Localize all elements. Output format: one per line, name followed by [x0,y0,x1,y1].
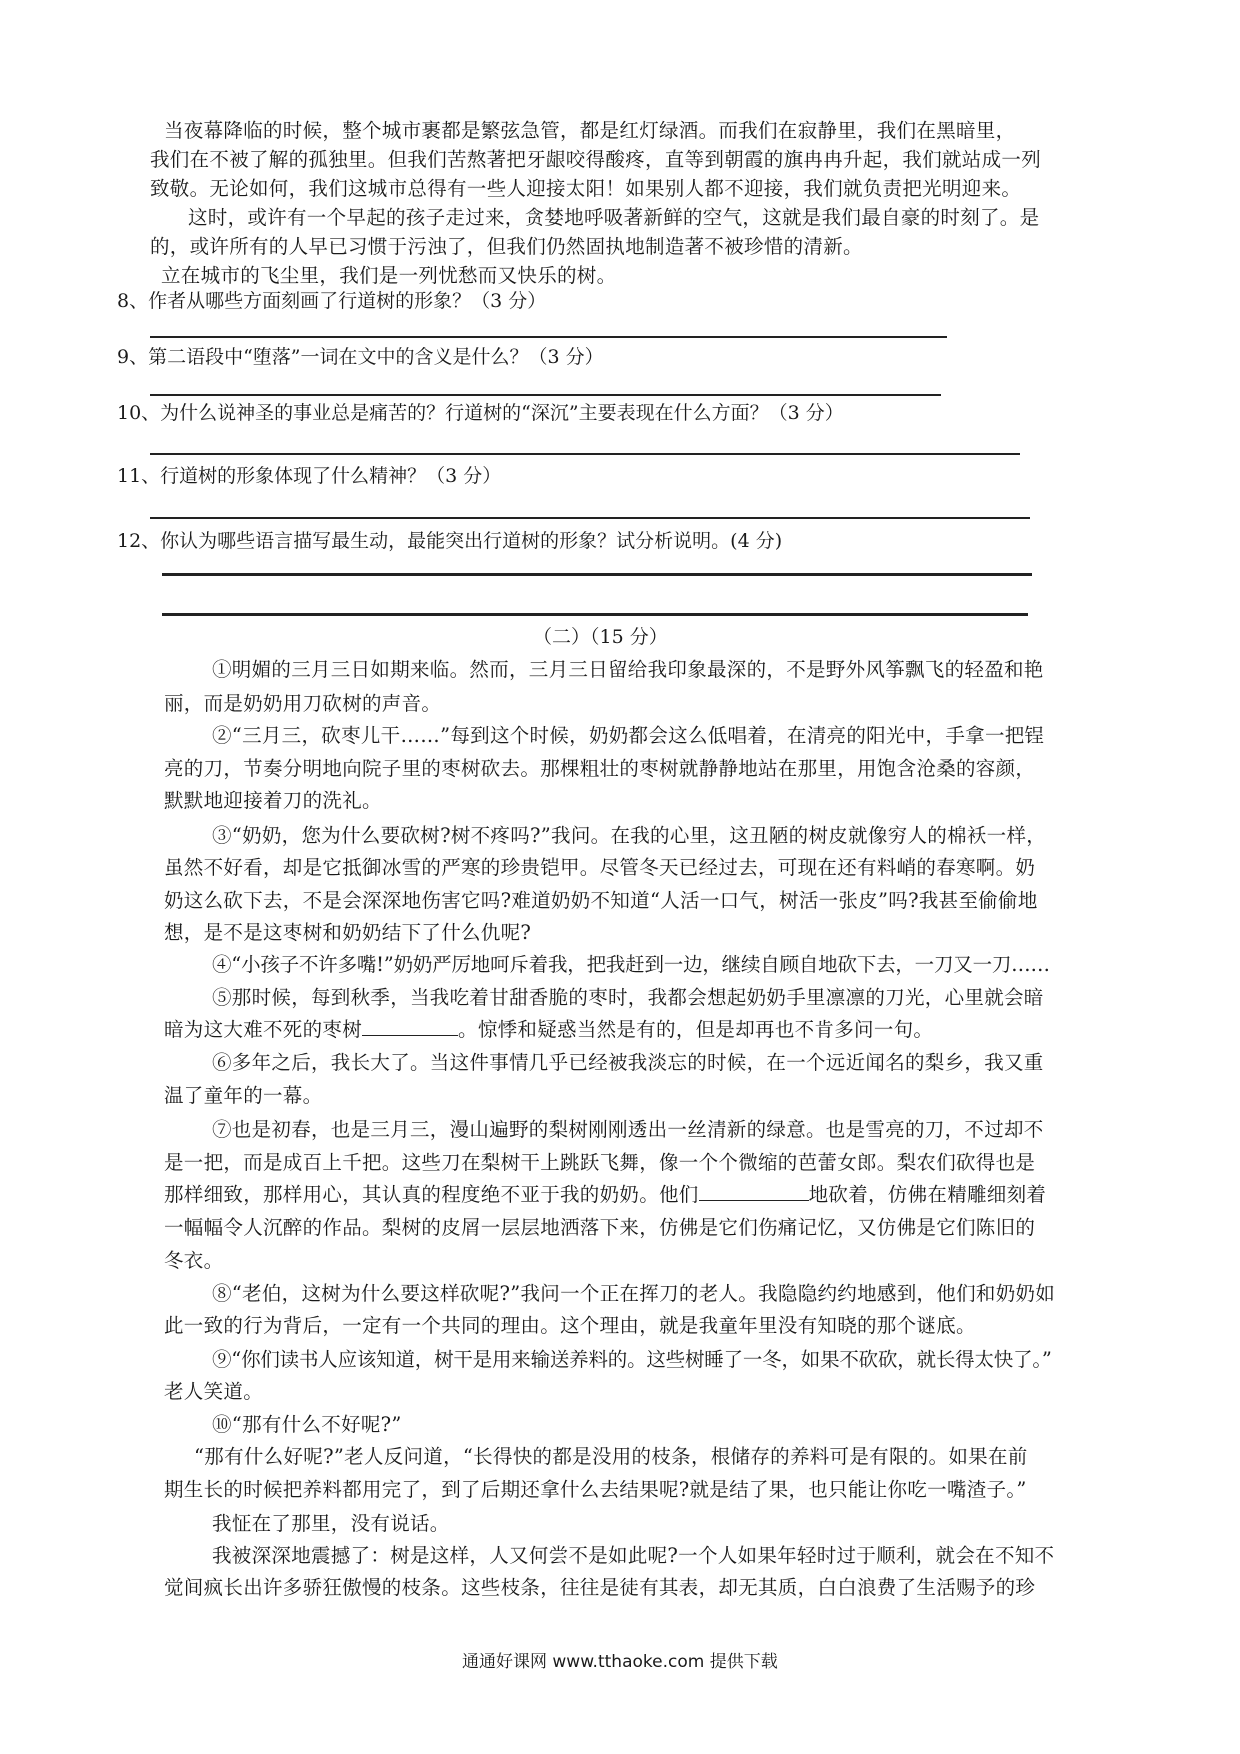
section2-heading: （二）（15 分） [533,626,668,648]
s2-line-29: 觉间疯长出许多骄狂傲慢的枝条。这些枝条，往往是徒有其表，却无其质，白白浪费了生活赐予的珍 [164,1576,1036,1599]
s2-line-7: 虽然不好看，却是它抵御冰雪的严寒的珍贵铠甲。尽管冬天已经过去，可现在还有料峭的春寒啊。奶 [164,856,1036,879]
s2-line-9: 想，是不是这枣树和奶奶结下了什么仇呢? [164,921,532,944]
s2-line-17 [164,1181,1046,1209]
answer-line-11[interactable] [150,517,1030,519]
s2-line-3: ②“三月三，砍枣儿干……”每到这个时候，奶奶都会这么低唱着，在清亮的阳光中，手拿一把锃 [212,724,1045,747]
passage1-line-2: 我们在不被了解的孤独里。但我们苦熬著把牙龈咬得酸疼，直等到朝霞的旗冉冉升起，我们就站成一列 [150,148,1042,171]
passage1-line-1: 当夜幕降临的时候，整个城市裹都是繁弦急管，都是红灯绿酒。而我们在寂静里，我们在黑暗里， [164,119,1016,142]
s2-line-15: ⑦也是初春，也是三月三，漫山遍野的梨树刚刚透出一丝清新的绿意。也是雪亮的刀，不过却不 [212,1118,1044,1141]
passage1-line-6: 立在城市的飞尘里，我们是一列忧愁而又快乐的树。 [161,264,617,287]
s2-line-10: ④“小孩子不许多嘴!”奶奶严厉地呵斥着我，把我赶到一边，继续自顾自地砍下去，一刀又一刀…… [212,953,1050,976]
s2-line-25: “那有什么好呢?”老人反问道，“长得快的都是没用的枝条，根储存的养料可是有限的。如果在前 [194,1445,1028,1468]
fill-blank-1[interactable] [362,1017,458,1036]
s2-line-21: 此一致的行为背后，一定有一个共同的理由。这个理由，就是我童年里没有知晓的那个谜底。 [164,1314,976,1337]
s2-line-22: ⑨“你们读书人应该知道，树干是用来输送养料的。这些树睡了一冬，如果不砍砍，就长得太快了。” [212,1348,1052,1371]
s2-line-27: 我怔在了那里，没有说话。 [212,1512,450,1535]
answer-line-9[interactable] [150,394,941,396]
s2-line-17-part2: 地砍着，仿佛在精雕细刻着 [808,1183,1047,1206]
answer-line-12b[interactable] [162,613,1028,616]
question-12: 12、你认为哪些语言描写最生动，最能突出行道树的形象？试分析说明。(4 分) [117,530,783,552]
s2-line-23: 老人笑道。 [164,1380,264,1403]
s2-line-6: ③“奶奶，您为什么要砍树?树不疼吗?”我问。在我的心里，这丑陋的树皮就像穷人的棉袄一样， [212,824,1047,847]
s2-line-17-part1: 那样细致，那样用心，其认真的程度绝不亚于我的奶奶。他们 [164,1183,699,1206]
passage1-line-5: 的，或许所有的人早已习惯于污浊了，但我们仍然固执地制造著不被珍惜的清新。 [150,235,863,258]
s2-line-19: 冬衣。 [164,1249,224,1272]
s2-line-16: 是一把，而是成百上千把。这些刀在梨树干上跳跃飞舞，像一个个微缩的芭蕾女郎。梨农们砍得也是 [164,1151,1036,1174]
passage1-line-3: 致敬。无论如何，我们这城市总得有一些人迎接太阳！如果别人都不迎接，我们就负责把光明迎来。 [150,177,1022,200]
s2-line-28: 我被深深地震撼了：树是这样，人又何尝不是如此呢?一个人如果年轻时过于顺利，就会在不知不 [212,1544,1055,1567]
s2-line-2: 丽，而是奶奶用刀砍树的声音。 [164,692,442,715]
s2-line-12-part1: 暗为这大难不死的枣树 [164,1018,363,1041]
answer-line-12a[interactable] [162,573,1032,576]
question-9: 9、第二语段中“堕落”一词在文中的含义是什么？（3 分） [117,346,604,368]
s2-line-11: ⑤那时候，每到秋季，当我吃着甘甜香脆的枣时，我都会想起奶奶手里凛凛的刀光，心里就会暗 [212,986,1044,1009]
s2-line-13: ⑥多年之后，我长大了。当这件事情几乎已经被我淡忘的时候，在一个远近闻名的梨乡，我又重 [212,1051,1044,1074]
question-10: 10、为什么说神圣的事业总是痛苦的？行道树的“深沉”主要表现在什么方面？（3 分） [117,402,844,424]
passage1-line-4: 这时，或许有一个早起的孩子走过来，贪婪地呼吸著新鲜的空气，这就是我们最自豪的时刻了。是 [188,206,1040,229]
s2-line-12-part2: 。惊悸和疑惑当然是有的，但是却再也不肯多问一句。 [458,1018,934,1041]
s2-line-26: 期生长的时候把养料都用完了，到了后期还拿什么去结果呢?就是结了果，也只能让你吃一嘴渣子。” [164,1478,1027,1501]
question-11: 11、行道树的形象体现了什么精神？（3 分） [117,465,502,487]
answer-line-8[interactable] [150,336,947,338]
answer-line-10[interactable] [150,453,1020,455]
s2-line-5: 默默地迎接着刀的洗礼。 [164,789,382,812]
s2-line-1: ①明媚的三月三日如期来临。然而，三月三日留给我印象最深的，不是野外风筝飘飞的轻盈和艳 [212,658,1044,681]
s2-line-8: 奶这么砍下去，不是会深深地伤害它吗?难道奶奶不知道“人活一口气，树活一张皮”吗?我甚至偷偷地 [164,889,1038,912]
footer-source: 通通好课网 www.tthaoke.com 提供下载 [462,1652,778,1672]
s2-line-14: 温了童年的一幕。 [164,1084,323,1107]
s2-line-20: ⑧“老伯，这树为什么要这样砍呢?”我问一个正在挥刀的老人。我隐隐约约地感到，他们和奶奶如 [212,1282,1056,1305]
question-8: 8、作者从哪些方面刻画了行道树的形象？（3 分） [117,290,547,312]
fill-blank-2[interactable] [699,1182,809,1201]
s2-line-12 [164,1016,933,1044]
s2-line-4: 亮的刀，节奏分明地向院子里的枣树砍去。那棵粗壮的枣树就静静地站在那里，用饱含沧桑的容颜， [164,757,1036,780]
s2-line-24: ⑩“那有什么不好呢?” [212,1413,402,1436]
s2-line-18: 一幅幅令人沉醉的作品。梨树的皮屑一层层地洒落下来，仿佛是它们伤痛记忆，又仿佛是它们陈旧的 [164,1216,1036,1239]
